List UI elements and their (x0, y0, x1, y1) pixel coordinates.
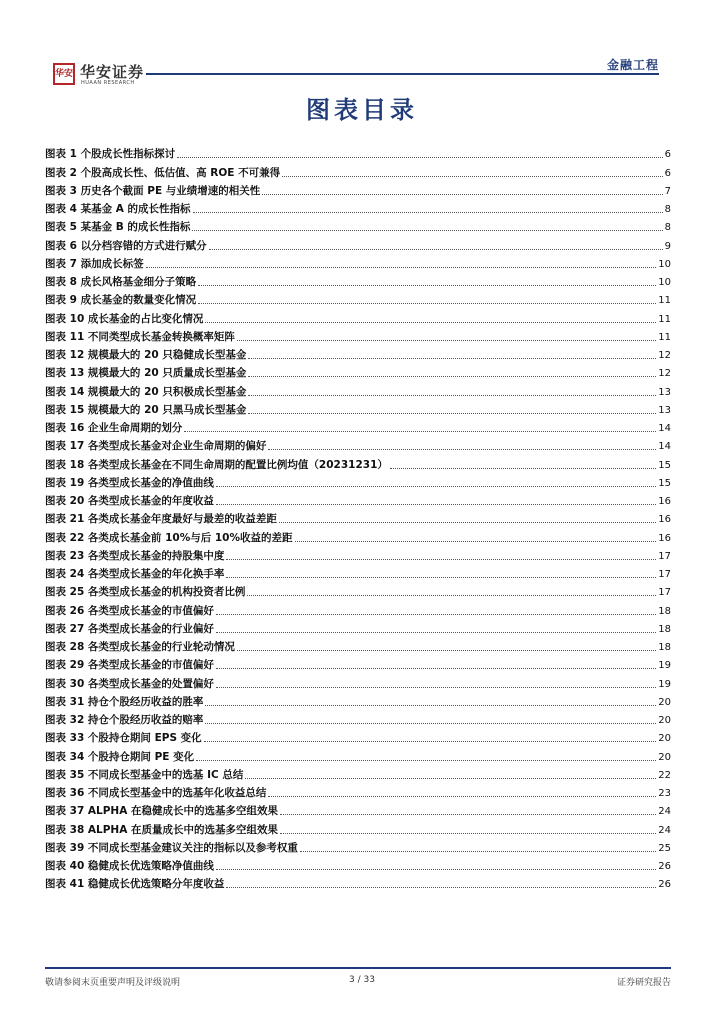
toc-leader-dots (226, 558, 656, 560)
toc-entry-page[interactable]: 11 (658, 295, 671, 307)
toc-entry[interactable] (45, 581, 671, 599)
toc-entry[interactable] (45, 508, 671, 526)
toc-entry-label[interactable]: 图表 31 持仓个股经历收益的胜率 (45, 695, 204, 708)
toc-entry-label[interactable]: 图表 29 各类型成长基金的市值偏好 (45, 659, 214, 672)
toc-entry-label[interactable]: 图表 11 不同类型成长基金转换概率矩阵 (45, 330, 235, 343)
toc-entry-label[interactable]: 图表 4 某基金 A 的成长性指标 (45, 203, 191, 215)
toc-entry-label[interactable]: 图表 20 各类型成长基金的年度收益 (45, 495, 214, 507)
toc-entry-label[interactable]: 图表 32 持仓个股经历收益的赔率 (45, 714, 204, 726)
toc-leader-dots (205, 321, 656, 323)
toc-entry-page[interactable]: 20 (658, 751, 671, 763)
toc-entry[interactable] (45, 855, 671, 873)
toc-leader-dots (237, 649, 656, 651)
toc-entry-label[interactable]: 图表 36 不同成长型基金中的选基年化收益总结 (45, 787, 267, 799)
toc-entry-page[interactable]: 19 (658, 660, 671, 672)
page-number: 3 / 33 (349, 975, 375, 985)
toc-leader-dots (205, 722, 656, 724)
toc-entry[interactable] (45, 727, 671, 745)
toc-entry[interactable] (45, 709, 671, 727)
toc-entry[interactable] (45, 344, 671, 362)
toc-entry-page[interactable]: 20 (658, 715, 671, 726)
toc-entry-label[interactable]: 图表 7 添加成长标签 (45, 257, 144, 270)
toc-entry-page[interactable]: 17 (658, 587, 671, 599)
toc-leader-dots (216, 503, 656, 505)
toc-leader-dots (300, 850, 656, 852)
toc-entry-label[interactable]: 图表 22 各类成长基金前 10%与后 10%收益的差距 (45, 531, 293, 544)
table-of-figures (45, 143, 671, 891)
toc-entry-label[interactable]: 图表 35 不同成长型基金中的选基 IC 总结 (45, 768, 244, 781)
toc-entry[interactable] (45, 399, 671, 417)
toc-entry-label[interactable]: 图表 26 各类型成长基金的市值偏好 (45, 604, 214, 617)
toc-entry[interactable] (45, 161, 671, 179)
toc-entry-page[interactable]: 9 (664, 240, 671, 252)
toc-entry-label[interactable]: 图表 3 历史各个截面 PE 与业绩增速的相关性 (45, 184, 261, 197)
toc-entry-page[interactable]: 18 (658, 642, 671, 653)
toc-leader-dots (216, 613, 656, 615)
page-header (0, 0, 724, 90)
toc-entry-page[interactable]: 16 (658, 514, 671, 526)
toc-entry-label[interactable]: 图表 24 各类型成长基金的年化换手率 (45, 568, 225, 580)
toc-leader-dots (268, 448, 656, 450)
toc-entry-page[interactable]: 22 (658, 769, 671, 781)
toc-leader-dots (248, 394, 656, 396)
toc-entry[interactable] (45, 526, 671, 544)
toc-entry-page[interactable]: 6 (664, 149, 671, 161)
toc-entry-label[interactable]: 图表 40 稳健成长优选策略净值曲线 (45, 860, 214, 872)
toc-entry-page[interactable]: 11 (658, 313, 671, 325)
toc-leader-dots (237, 339, 656, 341)
brand-subtitle: HUAAN RESEARCH (81, 80, 135, 86)
toc-entry-label[interactable]: 图表 33 个股持仓期间 EPS 变化 (45, 732, 202, 745)
toc-leader-dots (280, 832, 656, 834)
toc-entry-page[interactable]: 15 (658, 459, 671, 471)
toc-entry-page[interactable]: 8 (664, 204, 671, 215)
toc-leader-dots (268, 795, 656, 797)
toc-entry-label[interactable]: 图表 19 各类型成长基金的净值曲线 (45, 476, 214, 489)
toc-entry-page[interactable]: 11 (658, 331, 671, 343)
toc-entry[interactable] (45, 435, 671, 453)
toc-entry-label[interactable]: 图表 8 成长风格基金细分子策略 (45, 276, 197, 288)
toc-entry-label[interactable]: 图表 30 各类型成长基金的处置偏好 (45, 677, 214, 690)
toc-entry[interactable] (45, 271, 671, 289)
toc-entry[interactable] (45, 472, 671, 490)
toc-leader-dots (226, 576, 656, 578)
toc-entry-page[interactable]: 26 (658, 879, 671, 891)
toc-leader-dots (204, 740, 657, 742)
toc-entry[interactable] (45, 307, 671, 325)
toc-entry[interactable] (45, 453, 671, 471)
toc-leader-dots (146, 266, 657, 268)
toc-entry[interactable] (45, 216, 671, 234)
toc-entry[interactable] (45, 672, 671, 690)
toc-entry-page[interactable]: 25 (658, 842, 671, 854)
toc-entry-label[interactable]: 图表 6 以分档容错的方式进行赋分 (45, 239, 207, 252)
footer-report-type: 证券研究报告 (616, 978, 671, 988)
toc-entry-label[interactable]: 图表 16 企业生命周期的划分 (45, 422, 183, 434)
toc-entry-page[interactable]: 14 (658, 423, 671, 434)
toc-entry-page[interactable]: 10 (658, 258, 671, 270)
toc-leader-dots (248, 412, 656, 414)
toc-leader-dots (262, 193, 662, 195)
toc-entry[interactable] (45, 837, 671, 855)
toc-entry[interactable] (45, 490, 671, 508)
toc-entry[interactable] (45, 180, 671, 198)
toc-leader-dots (245, 777, 656, 779)
toc-leader-dots (226, 886, 656, 888)
toc-leader-dots (216, 868, 656, 870)
toc-entry-label[interactable]: 图表 39 不同成长型基金建议关注的指标以及参考权重 (45, 841, 298, 854)
toc-entry-label[interactable]: 图表 1 个股成长性指标探讨 (45, 148, 176, 161)
toc-entry[interactable] (45, 198, 671, 216)
logo-icon: 华安 (53, 63, 75, 85)
toc-entry-label[interactable]: 图表 14 规模最大的 20 只积极成长型基金 (45, 385, 247, 398)
toc-leader-dots (196, 759, 656, 761)
toc-leader-dots (216, 667, 656, 669)
toc-entry[interactable] (45, 417, 671, 435)
toc-entry-page[interactable]: 16 (658, 532, 671, 544)
toc-entry-label[interactable]: 图表 9 成长基金的数量变化情况 (45, 294, 197, 307)
toc-entry-label[interactable]: 图表 34 个股持仓期间 PE 变化 (45, 750, 195, 763)
toc-entry[interactable] (45, 545, 671, 563)
toc-entry-page[interactable]: 12 (658, 350, 671, 361)
toc-entry-label[interactable]: 图表 18 各类型成长基金在不同生命周期的配置比例均值（20231231） (45, 458, 388, 471)
toc-leader-dots (216, 631, 656, 633)
toc-entry-page[interactable]: 19 (658, 678, 671, 690)
toc-entry-label[interactable]: 图表 15 规模最大的 20 只黑马成长型基金 (45, 403, 247, 416)
toc-leader-dots (279, 521, 656, 523)
toc-entry[interactable] (45, 362, 671, 380)
toc-entry-page[interactable]: 24 (658, 806, 671, 818)
toc-entry-label[interactable]: 图表 17 各类型成长基金对企业生命周期的偏好 (45, 440, 267, 453)
toc-entry-label[interactable]: 图表 27 各类型成长基金的行业偏好 (45, 622, 214, 635)
toc-entry-page[interactable]: 14 (658, 441, 671, 453)
toc-entry-page[interactable]: 18 (658, 605, 671, 617)
toc-entry[interactable] (45, 326, 671, 344)
toc-entry[interactable] (45, 289, 671, 307)
toc-leader-dots (192, 229, 662, 231)
toc-entry-label[interactable]: 图表 38 ALPHA 在质量成长中的选基多空组效果 (45, 823, 279, 836)
toc-entry-page[interactable]: 12 (658, 368, 671, 380)
toc-entry-page[interactable]: 20 (658, 733, 671, 745)
toc-entry-page[interactable]: 20 (658, 696, 671, 708)
toc-entry[interactable] (45, 764, 671, 782)
section-label: 金融工程 (606, 58, 659, 72)
toc-leader-dots (248, 375, 656, 377)
toc-entry-label[interactable]: 图表 37 ALPHA 在稳健成长中的选基多空组效果 (45, 805, 279, 818)
toc-entry-label[interactable]: 图表 23 各类型成长基金的持股集中度 (45, 549, 225, 562)
toc-entry-page[interactable]: 10 (658, 277, 671, 288)
toc-leader-dots (205, 704, 656, 706)
toc-entry-label[interactable]: 图表 41 稳健成长优选策略分年度收益 (45, 878, 225, 891)
toc-entry-label[interactable]: 图表 28 各类型成长基金的行业轮动情况 (45, 641, 235, 653)
toc-entry-page[interactable]: 23 (658, 788, 671, 799)
toc-entry-page[interactable]: 26 (658, 861, 671, 872)
toc-entry[interactable] (45, 253, 671, 271)
toc-entry[interactable] (45, 618, 671, 636)
toc-entry[interactable] (45, 873, 671, 891)
toc-entry-page[interactable]: 13 (658, 386, 671, 398)
toc-entry-page[interactable]: 6 (664, 167, 671, 179)
toc-entry[interactable] (45, 654, 671, 672)
toc-entry-page[interactable]: 13 (658, 404, 671, 416)
toc-entry-page[interactable]: 15 (658, 477, 671, 489)
toc-leader-dots (193, 211, 663, 213)
toc-entry[interactable] (45, 745, 671, 763)
toc-leader-dots (247, 594, 656, 596)
toc-entry-page[interactable]: 7 (664, 185, 671, 197)
toc-entry[interactable] (45, 800, 671, 818)
toc-entry[interactable] (45, 380, 671, 398)
toc-entry-page[interactable]: 17 (658, 569, 671, 580)
toc-entry[interactable] (45, 563, 671, 581)
page-title: 图表目录 (306, 96, 418, 124)
footer-divider (45, 967, 671, 969)
toc-leader-dots (282, 175, 663, 177)
toc-leader-dots (209, 248, 663, 250)
toc-leader-dots (198, 284, 656, 286)
toc-leader-dots (280, 813, 656, 815)
toc-leader-dots (295, 540, 657, 542)
toc-entry[interactable] (45, 636, 671, 654)
toc-entry[interactable] (45, 691, 671, 709)
toc-entry-page[interactable]: 18 (658, 623, 671, 635)
toc-entry[interactable] (45, 782, 671, 800)
toc-leader-dots (216, 485, 656, 487)
toc-entry-page[interactable]: 24 (658, 824, 671, 836)
toc-entry-label[interactable]: 图表 21 各类成长基金年度最好与最差的收益差距 (45, 513, 277, 526)
toc-entry[interactable] (45, 818, 671, 836)
toc-entry-label[interactable]: 图表 12 规模最大的 20 只稳健成长型基金 (45, 349, 247, 361)
toc-entry-label[interactable]: 图表 13 规模最大的 20 只质量成长型基金 (45, 367, 247, 380)
toc-entry[interactable] (45, 599, 671, 617)
toc-entry-page[interactable]: 8 (664, 222, 671, 234)
toc-leader-dots (177, 156, 663, 158)
toc-entry[interactable] (45, 143, 671, 161)
toc-leader-dots (248, 357, 656, 359)
footer-disclaimer: 敬请参阅末页重要声明及评级说明 (45, 978, 181, 988)
toc-leader-dots (390, 467, 656, 469)
toc-leader-dots (198, 302, 656, 304)
toc-entry-label[interactable]: 图表 25 各类型成长基金的机构投资者比例 (45, 586, 246, 599)
brand-name: 华安证券 (80, 63, 145, 81)
toc-entry-page[interactable]: 16 (658, 496, 671, 507)
toc-entry-label[interactable]: 图表 10 成长基金的占比变化情况 (45, 312, 204, 325)
toc-entry-page[interactable]: 17 (658, 550, 671, 562)
toc-entry[interactable] (45, 234, 671, 252)
toc-leader-dots (216, 686, 656, 688)
header-divider (146, 73, 659, 75)
toc-leader-dots (184, 430, 656, 432)
toc-entry-label[interactable]: 图表 2 个股高成长性、低估值、高 ROE 不可兼得 (45, 166, 281, 179)
toc-entry-label[interactable]: 图表 5 某基金 B 的成长性指标 (45, 221, 191, 234)
